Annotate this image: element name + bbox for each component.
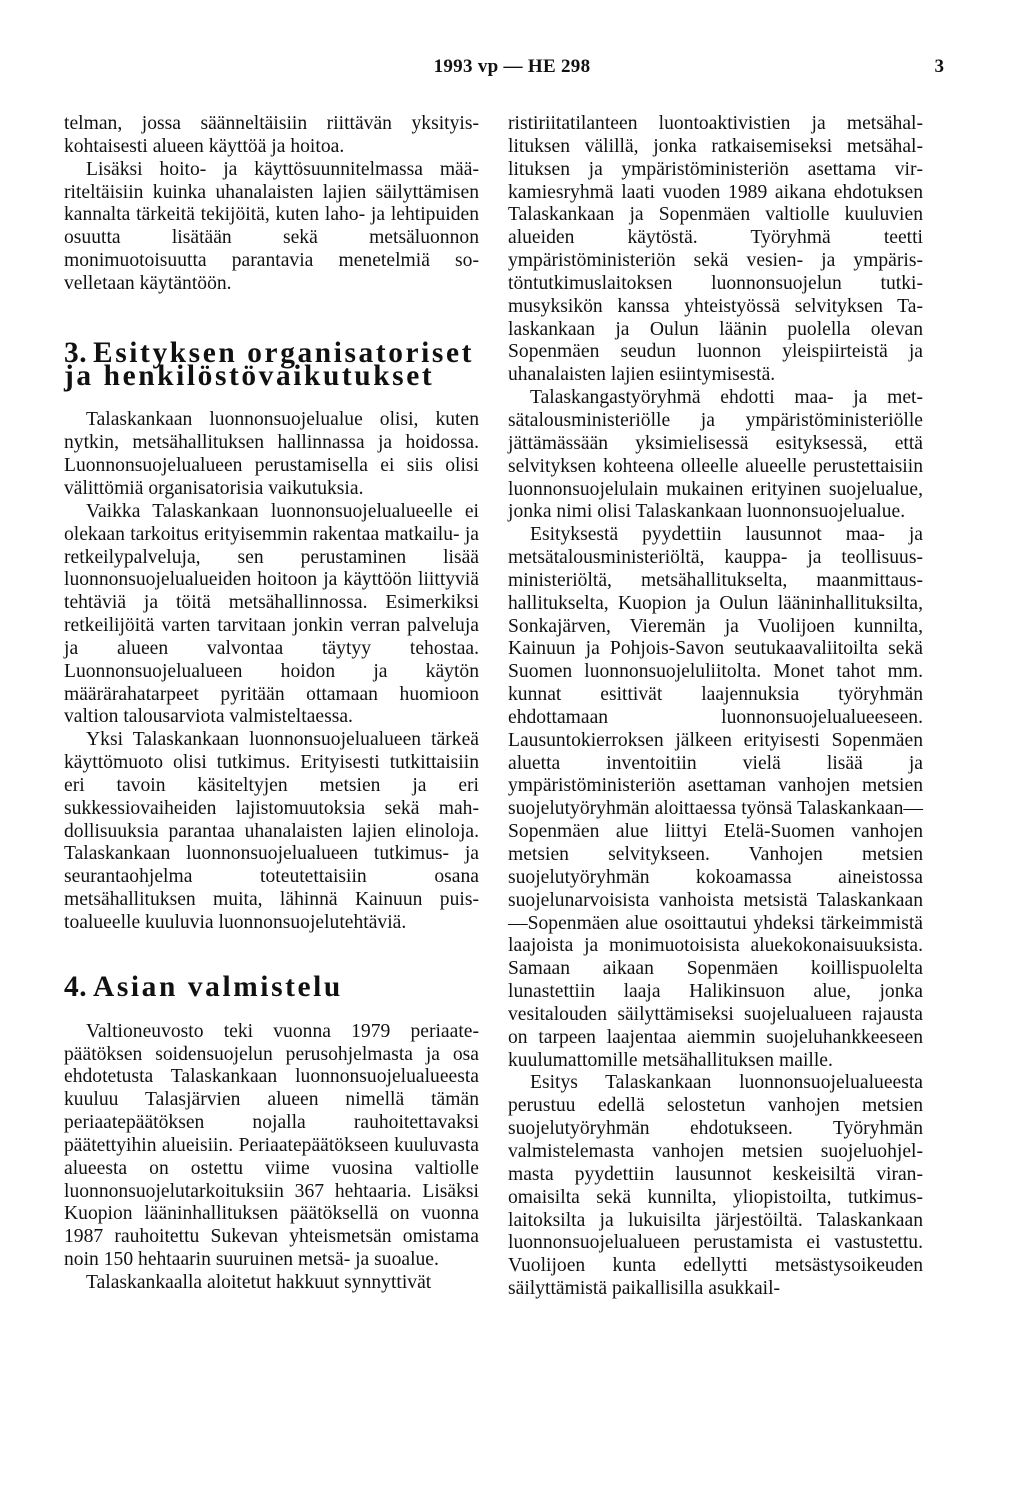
paragraph: Talaskankaan luonnonsuojelualue olisi, kuten nytkin, metsähallituksen hallinnassa ja hoidossa. Luonnonsuojelualueen perustamisella ei siis olisi välittömiä organisatorisia vaikutuksia.: [64, 409, 479, 499]
page-number: 3: [934, 56, 944, 77]
section-title: Asian valmistelu: [93, 970, 343, 1003]
paragraph: Talaskankaalla aloitetut hakkuut synnyttivät: [86, 1271, 432, 1293]
paragraph: Esitys Talaskankaan luonnonsuojelualueesta perustuu edellä selostetun vanhojen metsien suojelutyöryhmän ehdotukseen. Työryhmän valmistelemasta vanhojen metsien suojeluohjelmasta pyydettiin lausunnot keskeisiltä viranomaisilta sekä kunnilta, yliopistoilta, tutkimuslaitoksilta ja lukuisilta järjestöiltä. Talaskankaan luonnonsuojelualueen perustamista ei vastustettu. Vuolijoen kunta edellytti metsästysoikeuden säilyttämistä paikallisilla asukkail-: [508, 1072, 923, 1300]
running-head: 1993 vp — HE 298: [433, 56, 591, 77]
paragraph: Valtioneuvosto teki vuonna 1979 periaatepäätöksen soidensuojelun perusohjelmasta ja osa ehdotetusta Talaskankaan luonnonsuojelualueesta kuuluu Talasjärvien alueen nimellä tämän periaatepäätöksen nojalla rauhoitettavaksi päätettyihin alueisiin. Periaatepäätökseen kuuluvasta alueesta on ostettu viime vuosina valtiolle luonnonsuojelutarkoituksiin 367 hehtaaria. Lisäksi Kuopion lääninhallituksen päätöksellä on vuonna 1987 rauhoitettu Sukevan yhteismetsän omistama noin 150 hehtaarin suuruinen metsä- ja suoalue.: [64, 1020, 479, 1271]
section-heading-4: [64, 970, 479, 1003]
right-column: [508, 113, 923, 1301]
section-number: 3.: [64, 336, 88, 369]
section-title: Esityksen organisatoriset ja henkilöstövaikutukset: [64, 336, 474, 392]
section-heading-3: [64, 336, 479, 392]
paragraph: Esityksestä pyydettiin lausunnot maa- ja metsätalousministeriöltä, kauppa- ja teollisuusministeriöltä, metsähallitukselta, maanmittaushallitukselta, Kuopion ja Oulun lääninhallituksilta, Sonkajärven, Vieremän ja Vuolijoen kunnilta, Kainuun ja Pohjois-Savon seutukaavaliitoilta sekä Suomen luonnonsuojeluliitolta. Monet tahot mm. kunnat esittivät laajennuksia työryhmän ehdottamaan luonnonsuojelualueeseen. Lausuntokierroksen jälkeen erityisesti Sopenmäen aluetta inventoitiin vielä lisää ja ympäristöministeriön asettaman vanhojen metsien suojelutyöryhmän aloittaessa työnsä Talaskankaan—Sopenmäen alue liittyi Etelä-Suomen vanhojen metsien selvitykseen. Vanhojen metsien suojelutyöryhmän kokoamassa aineistossa suojelunarvoisista vanhoista metsistä Talaskankaan—Sopenmäen alue osoittautui yhdeksi tärkeimmistä laajoista ja monimuotoisista aluekokonaisuuksista. Samaan aikaan Sopenmäen koillispuolelta lunastettiin laaja Halikinsuon alue, jonka vesitalouden säilyttämiseksi suojelualueen rajausta on tarpeen laajentaa aiemmin suojeluhankkeeseen kuulumattomille metsähallituksen maille.: [508, 524, 923, 1071]
paragraph: Vaikka Talaskankaan luonnonsuojelualueelle ei olekaan tarkoitus erityisemmin rakentaa matkailu- ja retkeilypalveluja, sen perustaminen lisää luonnonsuojelualueiden hoitoon ja käyttöön liittyviä tehtäviä ja töitä metsähallinnossa. Esimerkiksi retkeilijöitä varten tarvitaan jonkin verran palveluja ja alueen valvontaa täytyy tehostaa. Luonnonsuojelualueen hoidon ja käytön määrärahatarpeet pyritään ottamaan huomioon valtion talousarviota valmisteltaessa.: [64, 500, 479, 728]
paragraph: Yksi Talaskankaan luonnonsuojelualueen tärkeä käyttömuoto olisi tutkimus. Erityisesti tutkittaisiin eri tavoin käsiteltyjen metsien ja eri sukkessiovaiheiden lajistomuutoksia sekä mahdollisuuksia parantaa uhanalaisten lajien elinoloja. Talaskankaan luonnonsuojelualueen tutkimus- ja seurantaohjelma toteutettaisiin osana metsähallituksen muita, lähinnä Kainuun puistoalueelle kuuluvia luonnonsuojelutehtäviä.: [64, 729, 479, 933]
left-column: [64, 113, 479, 1295]
paragraph: Talaskangastyöryhmä ehdotti maa- ja metsätalousministeriölle ja ympäristöministeriölle jättämässään yksimielisessä esityksessä, että selvityksen kohteena olleelle alueelle perustettaisiin luonnonsuojelulain mukainen erityinen suojelualue, jonka nimi olisi Talaskankaan luonnonsuojelualue.: [508, 387, 923, 523]
page-header: [0, 56, 1024, 86]
paragraph: Lisäksi hoito- ja käyttösuunnitelmassa määriteltäisiin kuinka uhanalaisten lajien säilyttämisen kannalta tärkeitä tekijöitä, kuten laho- ja lehtipuiden osuutta lisätään sekä metsäluonnon monimuotoisuutta parantavia menetelmiä sovelletaan käytäntöön.: [64, 158, 479, 294]
paragraph: telman, jossa säänneltäisiin riittävän yksityiskohtaisesti alueen käyttöä ja hoitoa.: [64, 113, 479, 157]
section-number: 4.: [64, 970, 88, 1003]
paragraph: ristiriitatilanteen luontoaktivistien ja metsähallituksen välillä, jonka ratkaisemiseksi metsähallituksen ja ympäristöministeriön asettama virkamiesryhmä laati vuoden 1989 aikana ehdotuksen Talaskankaan ja Sopenmäen valtiolle kuuluvien alueiden käytöstä. Työryhmä teetti ympäristöministeriön sekä vesien- ja ympäristöntutkimuslaitoksen luonnonsuojelun tutkimusyksikön kanssa yhteistyössä selvityksen Talaskankaan ja Oulun läänin puolella olevan Sopenmäen seudun luonnon yleispiirteistä ja uhanalaisten lajien esiintymisestä.: [508, 113, 923, 386]
